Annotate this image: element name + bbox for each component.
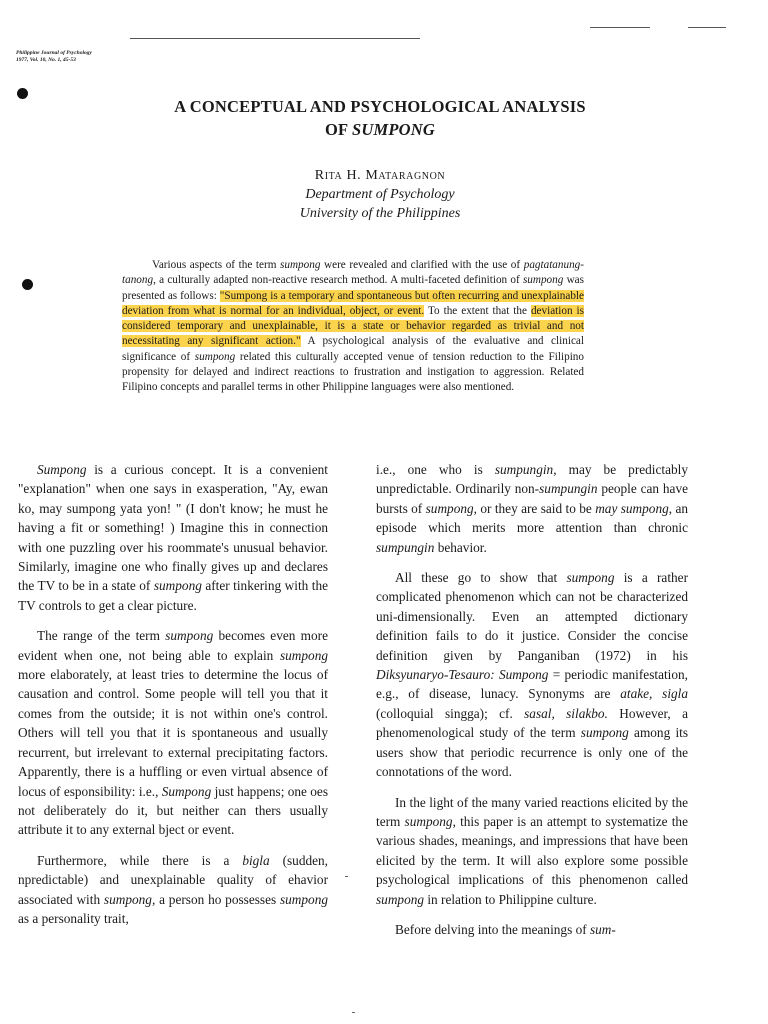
title-line-2: OF SUMPONG xyxy=(324,120,436,139)
body-paragraph: i.e., one who is sumpungin, may be predictably unpredictable. Ordinarily non-sumpungin people can have bursts of sumpong, or they are said to be may sumpong, an episode which merits more attention than chronic sumpungin behavior. xyxy=(376,462,689,555)
highlighted-definition-continued: deviation is considered temporary and unexplainable, it is a state or behavior regarded as trivial and not necessitating any significant action." xyxy=(122,304,585,348)
author-block xyxy=(150,166,610,223)
scan-artifact-line xyxy=(688,27,726,28)
scan-speck xyxy=(345,876,348,877)
scan-speck xyxy=(352,1012,355,1013)
journal-reference: Philippine Journal of Psychology 1977, Vol. 10, No. 1, 45-53 xyxy=(16,50,92,63)
body-paragraph: All these go to show that sumpong is a rather complicated phenomenon which can not be characterized uni-dimensionally. Even an attempted dictionary definition fails to do it justice. Consider the concise definition given by Panganiban (1972) in his Diksyunaryo-Tesauro: Sumpong = periodic manifestation, e.g., of disease, lunacy. Synonyms are atake, sigla (colloquial singga); cf. sasal, silakbo. However, a phenomenological study of the term sumpong among its users show that periodic recurrence is only one of the connotations of the word. xyxy=(376,570,689,780)
body-column-right xyxy=(376,460,688,950)
scan-artifact-line xyxy=(590,27,650,28)
author-department: Department of Psychology xyxy=(305,187,455,202)
body-paragraph: Before delving into the meanings of sum- xyxy=(395,921,616,937)
bullet-mark xyxy=(17,88,28,99)
body-column-left xyxy=(18,460,328,939)
abstract: Various aspects of the term sumpong were revealed and clarified with the use of pagtatanung-tanong, a culturally adapted non-reactive research method. A multi-faceted definition of sumpong was presented as follows: "Sumpong is a temporary and spontaneous but often recurring and unexplainable deviation from what is normal for an individual, object, or event. To the extent that the deviation is considered temporary and unexplainable, it is a state or behavior regarded as trivial and not necessitating any significant action." A psychological analysis of the evaluative and clinical significance of sumpong related this culturally accepted venue of tension reduction to the Filipino propensity for delayed and indirect reactions to frustration and instigation to aggression. Related Filipino concepts and parallel terms in other Philippine languages were also mentioned. xyxy=(122,259,585,394)
body-paragraph: Sumpong is a curious concept. It is a convenient "explanation" when one says in exasperation, "Ay, ewan ko, may sumpong yata yon! " (I don't know; he must he having a fit or something! ) Imagine this in connection with one puzzling over his roommate's unusual behavior. Similarly, imagine one who finally gives up and declares the TV to be in a state of sumpong after tinkering with the TV controls to get a clear picture. xyxy=(18,462,328,613)
title-line-1: A CONCEPTUAL AND PSYCHOLOGICAL ANALYSIS xyxy=(174,97,586,116)
body-paragraph: In the light of the many varied reactions elicited by the term sumpong, this paper is an attempt to systematize the various shades, meanings, and impressions that have been elicited by the term. It will also explore some possible psychological implications of this phenomenon called sumpong in relation to Philippine culture. xyxy=(376,794,688,907)
title-subject: SUMPONG xyxy=(352,120,436,139)
bullet-mark xyxy=(22,279,33,290)
scan-artifact-line xyxy=(130,38,420,39)
author-university: University of the Philippines xyxy=(299,206,461,221)
paper-title xyxy=(100,95,660,141)
highlighted-definition: "Sumpong is a temporary and spontaneous but often recurring and unexplainable deviation from what is normal for an individual, object, or event. xyxy=(122,289,584,317)
body-paragraph: The range of the term sumpong becomes even more evident when one, not being able to explain sumpong more elaborately, at least tries to determine the locus of causation and control. Some people will tell you that it comes from the outside; it is not within one's control. Others will tell you that it is spontaneous and usually recurrent, but irrelevant to external precipitating factors. Apparently, there is a huffling or even virtual absence of locus of esponsibility: i.e., Sumpong just happens; one oes not deliberately do it, but neither can thers usually attribute it to any external bject or event. xyxy=(18,628,328,838)
author-name: Rita H. Mataragnon xyxy=(314,168,446,183)
body-paragraph: Furthermore, while there is a bigla (sudden, npredictable) and unexplainable quality of ehavior associated with sumpong, a person ho possesses sumpong as a personality trait, xyxy=(18,852,329,926)
